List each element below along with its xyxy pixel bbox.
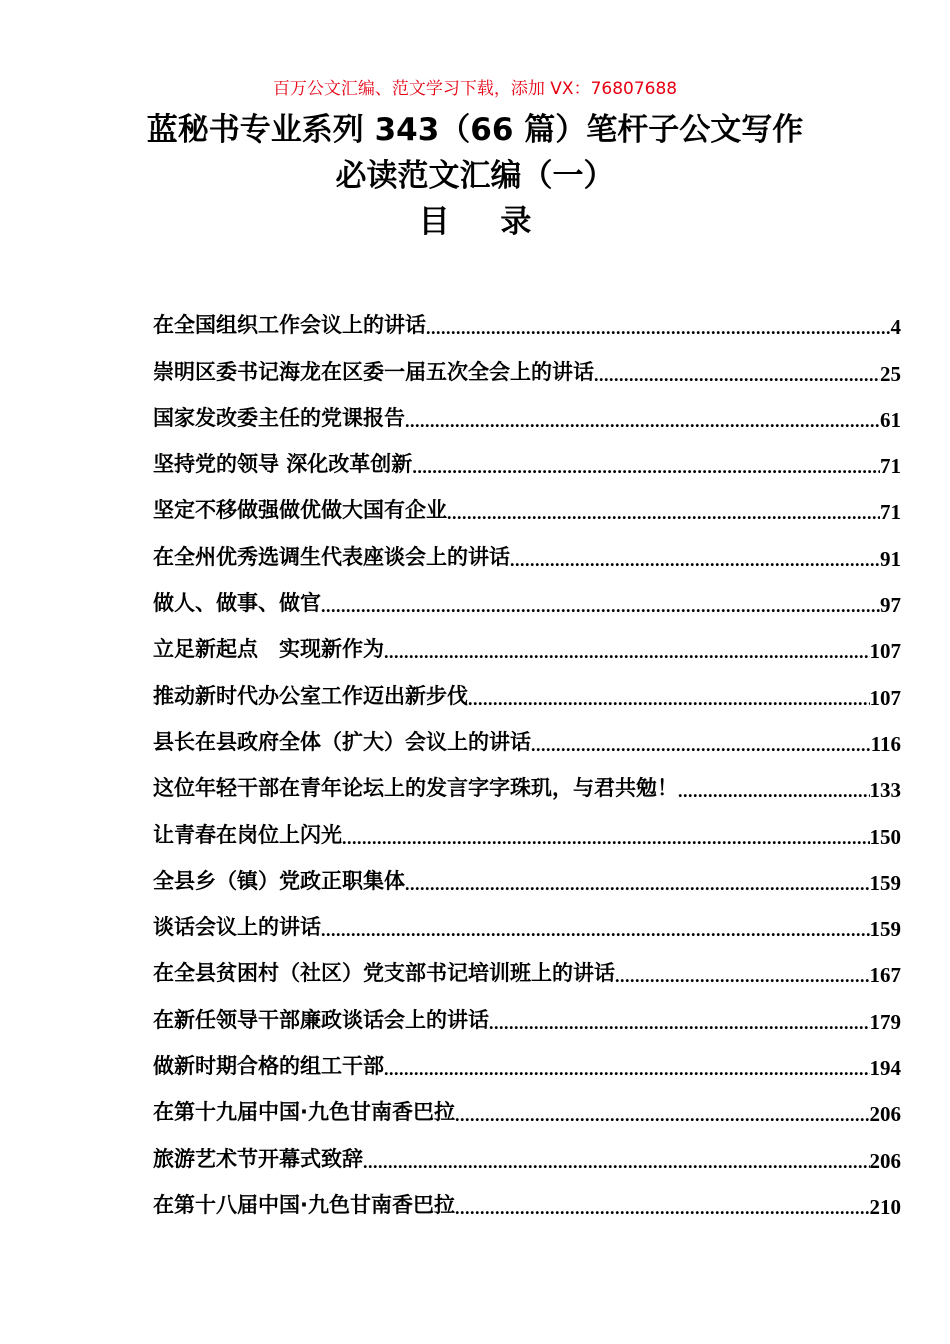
toc-entry-title: 在第十九届中国·九色甘南香巴拉 (153, 1100, 455, 1125)
toc-dot-leader (615, 965, 870, 992)
toc-entry-page: 206 (869, 1102, 901, 1127)
toc-dot-leader (594, 364, 880, 391)
toc-entry[interactable] (153, 715, 901, 761)
toc-entry[interactable] (153, 391, 901, 437)
toc-entry[interactable] (153, 668, 901, 714)
toc-entry[interactable] (153, 900, 901, 946)
toc-dot-leader (455, 1197, 870, 1224)
toc-entry-page: 4 (890, 315, 901, 340)
toc-dot-leader (321, 919, 870, 946)
toc-entry-page: 133 (869, 778, 901, 803)
toc-entry-title: 在新任领导干部廉政谈话会上的讲话 (153, 1007, 489, 1032)
toc-entry[interactable] (153, 1039, 901, 1085)
toc-dot-leader (412, 456, 880, 483)
table-of-contents (153, 298, 901, 1224)
toc-entry-title: 崇明区委书记海龙在区委一届五次全会上的讲话 (153, 359, 594, 384)
toc-entry-title: 坚定不移做强做优做大国有企业 (153, 498, 447, 523)
toc-entry-page: 150 (869, 824, 901, 849)
toc-entry-title: 立足新起点 实现新作为 (153, 637, 384, 662)
toc-entry[interactable] (153, 854, 901, 900)
toc-heading: 目 录 (418, 204, 552, 240)
toc-entry[interactable] (153, 946, 901, 992)
toc-entry-title: 国家发改委主任的党课报告 (153, 405, 405, 430)
toc-dot-leader (510, 549, 880, 576)
toc-entry[interactable] (153, 437, 901, 483)
toc-entry-page: 107 (869, 685, 901, 710)
toc-entry-page: 206 (869, 1148, 901, 1173)
toc-dot-leader (489, 1012, 870, 1039)
toc-entry-page: 71 (880, 454, 901, 479)
document-title-line-1: 蓝秘书专业系列 343（66 篇）笔杆子公文写作 (146, 112, 804, 148)
toc-entry-title: 让青春在岗位上闪光 (153, 822, 342, 847)
toc-dot-leader (405, 873, 870, 900)
toc-entry[interactable] (153, 529, 901, 575)
toc-entry-page: 91 (880, 546, 901, 571)
toc-entry-title: 在全州优秀选调生代表座谈会上的讲话 (153, 544, 510, 569)
toc-dot-leader (678, 780, 870, 807)
toc-entry-title: 坚持党的领导 深化改革创新 (153, 452, 413, 477)
toc-entry[interactable] (153, 1178, 901, 1224)
toc-entry-title: 在第十八届中国·九色甘南香巴拉 (153, 1192, 455, 1217)
toc-dot-leader (455, 1104, 870, 1131)
toc-entry-page: 116 (870, 731, 901, 756)
toc-entry-title: 做人、做事、做官 (153, 591, 321, 616)
toc-entry-title: 谈话会议上的讲话 (153, 915, 321, 940)
toc-entry-title: 全县乡（镇）党政正职集体 (153, 868, 405, 893)
document-title-line-2: 必读范文汇编（一） (335, 158, 615, 194)
toc-dot-leader (531, 734, 871, 761)
toc-entry-page: 97 (880, 593, 901, 618)
toc-entry-title: 在全县贫困村（社区）党支部书记培训班上的讲话 (153, 961, 615, 986)
toc-entry-page: 25 (880, 361, 901, 386)
toc-entry-page: 167 (869, 963, 901, 988)
toc-entry-page: 210 (869, 1194, 901, 1219)
toc-dot-leader (426, 317, 891, 344)
toc-entry-title: 做新时期合格的组工干部 (153, 1054, 384, 1079)
toc-entry-title: 在全国组织工作会议上的讲话 (153, 313, 426, 338)
toc-entry[interactable] (153, 807, 901, 853)
toc-entry-page: 71 (880, 500, 901, 525)
toc-entry[interactable] (153, 344, 901, 390)
toc-dot-leader (363, 1151, 870, 1178)
toc-entry-page: 159 (869, 870, 901, 895)
toc-entry-page: 194 (869, 1056, 901, 1081)
toc-entry[interactable] (153, 1085, 901, 1131)
toc-entry[interactable] (153, 622, 901, 668)
toc-entry[interactable] (153, 1131, 901, 1177)
toc-entry[interactable] (153, 761, 901, 807)
promo-banner: 百万公文汇编、范文学习下载，添加 VX：76807688 (272, 79, 678, 99)
toc-entry[interactable] (153, 992, 901, 1038)
toc-entry-page: 61 (880, 407, 901, 432)
toc-entry[interactable] (153, 576, 901, 622)
toc-entry-title: 县长在县政府全体（扩大）会议上的讲话 (153, 729, 531, 754)
toc-dot-leader (447, 502, 880, 529)
toc-dot-leader (321, 595, 880, 622)
toc-entry-title: 旅游艺术节开幕式致辞 (153, 1146, 363, 1171)
toc-dot-leader (384, 1058, 870, 1085)
toc-entry[interactable] (153, 298, 901, 344)
toc-entry-page: 159 (869, 917, 901, 942)
toc-entry-title: 这位年轻干部在青年论坛上的发言字字珠玑，与君共勉！ (153, 776, 678, 801)
toc-entry-page: 179 (869, 1009, 901, 1034)
toc-entry[interactable] (153, 483, 901, 529)
toc-entry-page: 107 (869, 639, 901, 664)
toc-dot-leader (384, 641, 870, 668)
toc-dot-leader (468, 688, 870, 715)
toc-dot-leader (342, 827, 870, 854)
toc-dot-leader (405, 410, 880, 437)
toc-entry-title: 推动新时代办公室工作迈出新步伐 (153, 683, 468, 708)
